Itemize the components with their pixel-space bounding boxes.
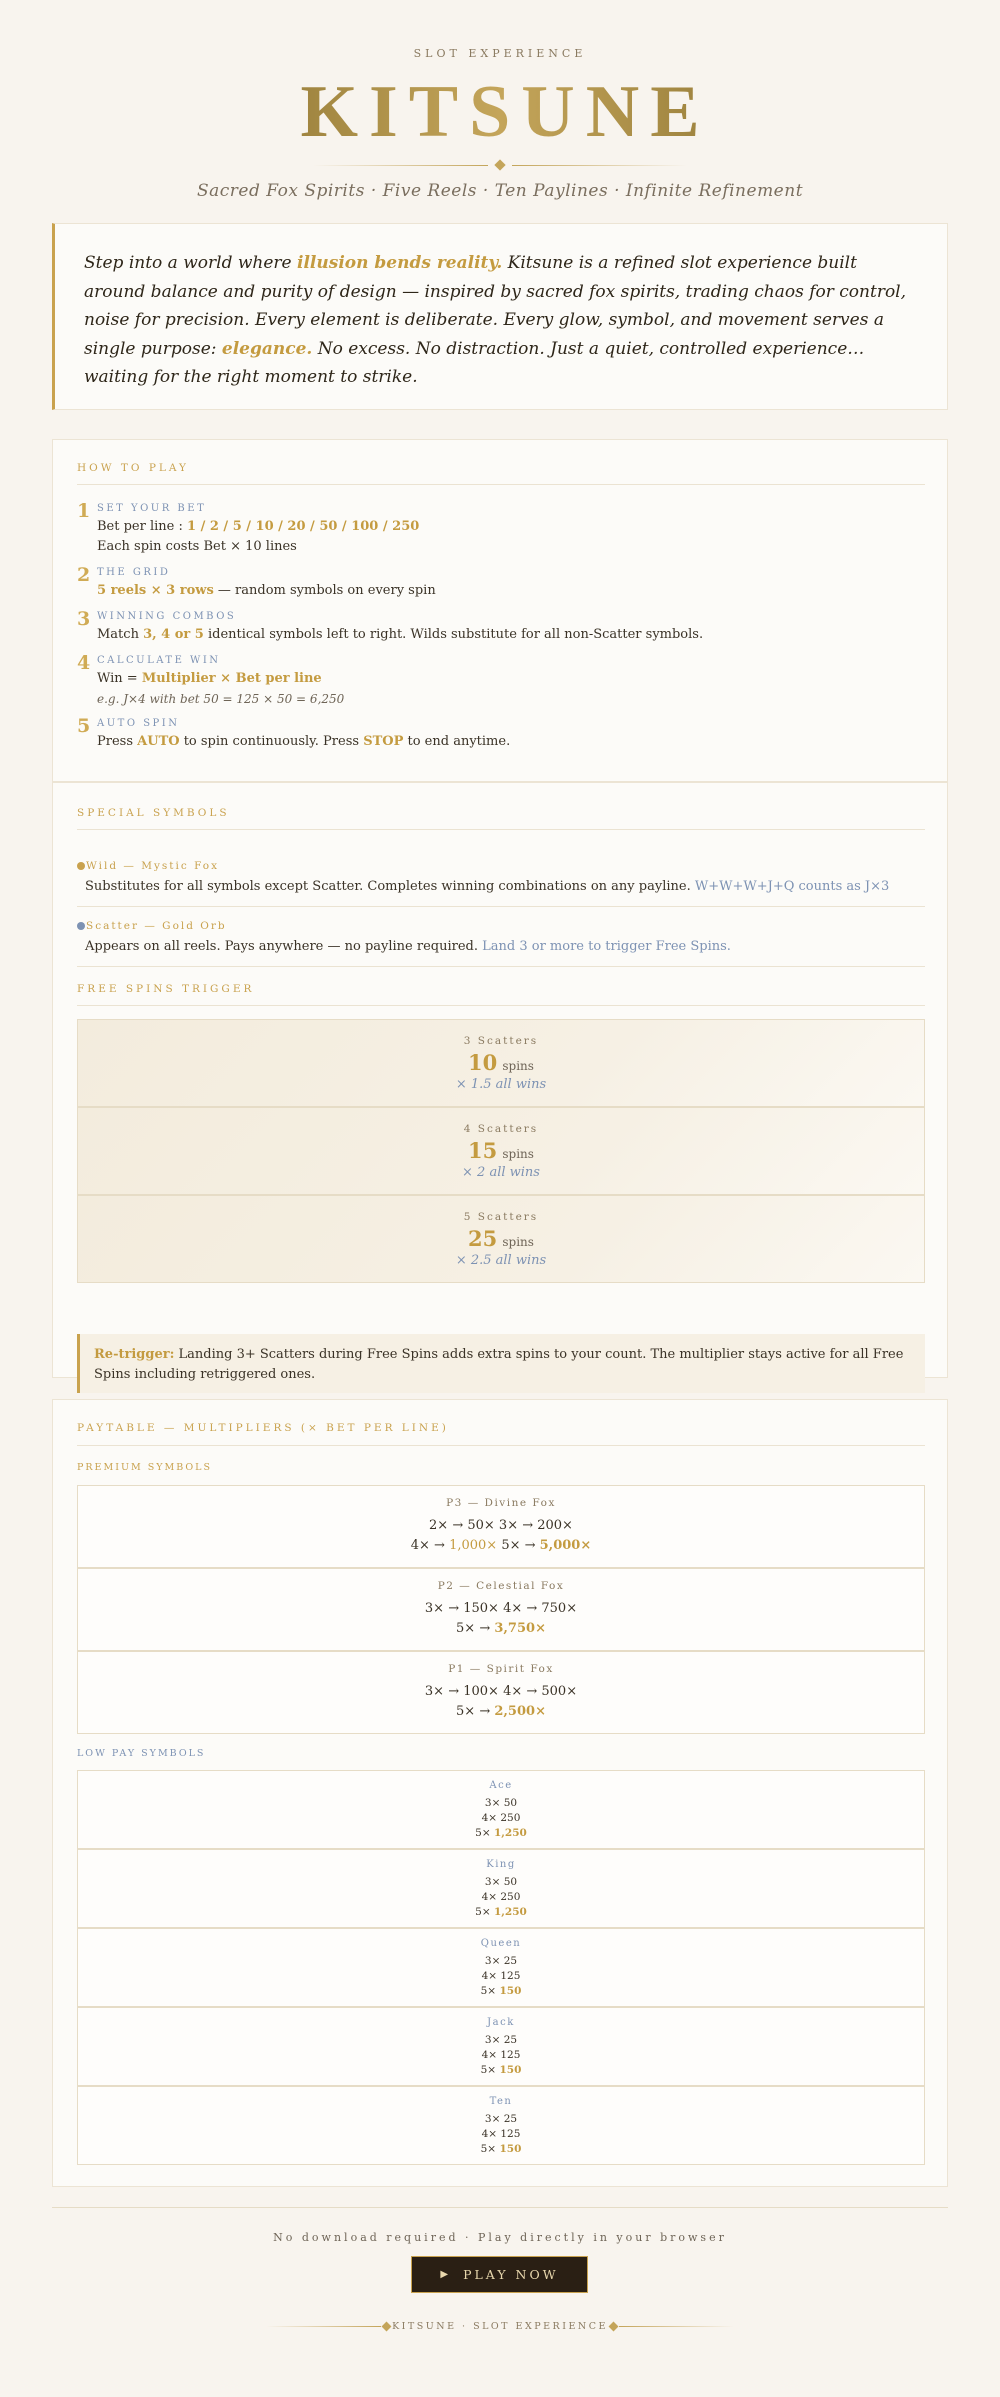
step-2: 2 THE GRID 5 reels × 3 rows — random symbols on every spin xyxy=(77,564,925,601)
intro-highlight: illusion bends reality. xyxy=(297,253,503,273)
step-1: 1 SET YOUR BET Bet per line : 1 / 2 / 5 / 10 / 20 / 50 / 100 / 250 Each spin costs Bet × 10 lines xyxy=(77,500,925,557)
step-title: WINNING COMBOS xyxy=(97,611,237,622)
free-spins-tier: 4 Scatters 15 spins × 2 all wins xyxy=(77,1107,925,1195)
scatter-note: Land 3 or more to trigger Free Spins. xyxy=(482,939,731,954)
low-symbol-card: Jack 3× 25 4× 125 5× 150 xyxy=(77,2007,925,2086)
play-icon: ▶ xyxy=(440,2269,452,2280)
footer-note: No download required · Play directly in your browser xyxy=(273,2231,727,2244)
diamond-icon xyxy=(608,2321,618,2331)
step-number: 1 xyxy=(77,500,91,522)
low-symbol-card: Queen 3× 25 4× 125 5× 150 xyxy=(77,1928,925,2007)
play-now-label: PLAY NOW xyxy=(463,2267,559,2282)
how-to-play-label: HOW TO PLAY xyxy=(77,462,189,474)
footer-brand-text: KITSUNE · SLOT EXPERIENCE xyxy=(392,2320,608,2332)
hero xyxy=(0,0,1000,201)
tier-label: 3 Scatters xyxy=(463,1035,539,1047)
symbol-name: King xyxy=(486,1859,516,1870)
step-title: THE GRID xyxy=(97,567,171,578)
step-number: 4 xyxy=(77,652,91,674)
wild-symbol: Wild — Mystic Fox Substitutes for all symbols except Scatter. Completes winning combinations on any payline. W+W+W+J+Q counts as J×3 xyxy=(77,858,925,894)
hero-subtitle: Sacred Fox Spirits · Five Reels · Ten Paylines · Infinite Refinement xyxy=(196,181,804,201)
tier-label: 5 Scatters xyxy=(463,1211,539,1223)
paytable-panel xyxy=(52,1399,948,2187)
wild-note: W+W+W+J+Q counts as J×3 xyxy=(694,879,890,894)
play-now-button[interactable] xyxy=(411,2256,588,2293)
step-3: 3 WINNING COMBOS Match 3, 4 or 5 identical symbols left to right. Wilds substitute for all non-Scatter symbols. xyxy=(77,608,925,645)
symbol-name: Ten xyxy=(489,2096,513,2107)
scatter-symbol: Scatter — Gold Orb Appears on all reels. Pays anywhere — no payline required. Land 3 or more to trigger Free Spins. xyxy=(77,918,925,954)
symbol-name: Jack xyxy=(487,2017,515,2028)
tier-multiplier: × 2 all wins xyxy=(462,1165,540,1180)
low-pay-label: LOW PAY SYMBOLS xyxy=(77,1748,206,1759)
tier-multiplier: × 2.5 all wins xyxy=(455,1253,547,1268)
premium-symbol-card: P2 — Celestial Fox 3× → 150× 4× → 750× 5× → 3,750× xyxy=(77,1568,925,1651)
free-spins-label: FREE SPINS TRIGGER xyxy=(77,983,255,995)
diamond-icon xyxy=(494,159,505,170)
symbol-name: P3 — Divine Fox xyxy=(446,1497,556,1509)
step-5: 5 AUTO SPIN Press AUTO to spin continuously. Press STOP to end anytime. xyxy=(77,715,925,752)
tier-label: 4 Scatters xyxy=(463,1123,539,1135)
intro-text: Step into a world where illusion bends reality. Kitsune is a refined slot experience built around balance and purity of design — inspired by sacred fox spirits, trading chaos for control, noise for precision. Every element is deliberate. Every glow, symbol, and movement serves a single purpose: elegance. No excess. No distraction. Just a quiet, controlled experience… waiting for the right moment to strike. xyxy=(84,253,907,387)
symbol-name: P2 — Celestial Fox xyxy=(437,1580,565,1592)
hero-eyebrow: SLOT EXPERIENCE xyxy=(413,47,587,60)
step-number: 2 xyxy=(77,564,91,586)
free-spins-tier: 3 Scatters 10 spins × 1.5 all wins xyxy=(77,1019,925,1107)
step-number: 3 xyxy=(77,608,91,630)
low-symbol-card: King 3× 50 4× 250 5× 1,250 xyxy=(77,1849,925,1928)
symbol-name: P1 — Spirit Fox xyxy=(448,1663,554,1675)
premium-symbol-card: P3 — Divine Fox 2× → 50× 3× → 200× 4× → 1,000× 5× → 5,000× xyxy=(77,1485,925,1568)
hero-divider xyxy=(0,157,1000,173)
special-symbols-panel xyxy=(52,782,948,1382)
bet-options: 1 / 2 / 5 / 10 / 20 / 50 / 100 / 250 xyxy=(187,519,420,534)
wild-dot-icon xyxy=(77,862,85,870)
low-symbol-card: Ten 3× 25 4× 125 5× 150 xyxy=(77,2086,925,2165)
premium-label: PREMIUM SYMBOLS xyxy=(77,1462,212,1473)
step-title: CALCULATE WIN xyxy=(97,655,221,666)
how-to-play-panel xyxy=(52,439,948,782)
hero-title: KITSUNE xyxy=(0,67,1000,157)
example-text: e.g. J×4 with bet 50 = 125 × 50 = 6,250 xyxy=(97,692,345,706)
step-4: 4 CALCULATE WIN Win = Multiplier × Bet per line e.g. J×4 with bet 50 = 125 × 50 = 6,250 xyxy=(77,652,925,709)
symbol-name: Ace xyxy=(489,1780,513,1791)
step-title: AUTO SPIN xyxy=(97,718,180,729)
scatter-name: Scatter — Gold Orb xyxy=(86,920,227,932)
diamond-icon xyxy=(382,2321,392,2331)
free-spins-tier: 5 Scatters 25 spins × 2.5 all wins xyxy=(77,1195,925,1283)
retrigger-label: Re-trigger: xyxy=(94,1347,175,1362)
tier-spins: 10 xyxy=(468,1050,498,1075)
tier-multiplier: × 1.5 all wins xyxy=(455,1077,547,1092)
special-symbols-label: SPECIAL SYMBOLS xyxy=(77,807,230,819)
step-number: 5 xyxy=(77,715,91,737)
premium-symbol-card: P1 — Spirit Fox 3× → 100× 4× → 500× 5× → 2,500× xyxy=(77,1651,925,1734)
scatter-dot-icon xyxy=(77,922,85,930)
low-symbol-card: Ace 3× 50 4× 250 5× 1,250 xyxy=(77,1770,925,1849)
wild-name: Wild — Mystic Fox xyxy=(86,860,220,872)
symbol-name: Queen xyxy=(480,1938,522,1949)
intro-highlight: elegance. xyxy=(221,338,313,359)
tier-spins: 15 xyxy=(468,1138,498,1163)
intro-card xyxy=(52,223,948,410)
paytable-label: PAYTABLE — MULTIPLIERS (× BET PER LINE) xyxy=(77,1422,449,1434)
tier-spins: 25 xyxy=(468,1226,498,1251)
footer-brand xyxy=(0,2318,1000,2334)
retrigger-note: Re-trigger: Landing 3+ Scatters during Free Spins adds extra spins to your count. The multiplier stays active for all Free Spins including retriggered ones. xyxy=(77,1334,925,1393)
step-title: SET YOUR BET xyxy=(97,503,207,514)
